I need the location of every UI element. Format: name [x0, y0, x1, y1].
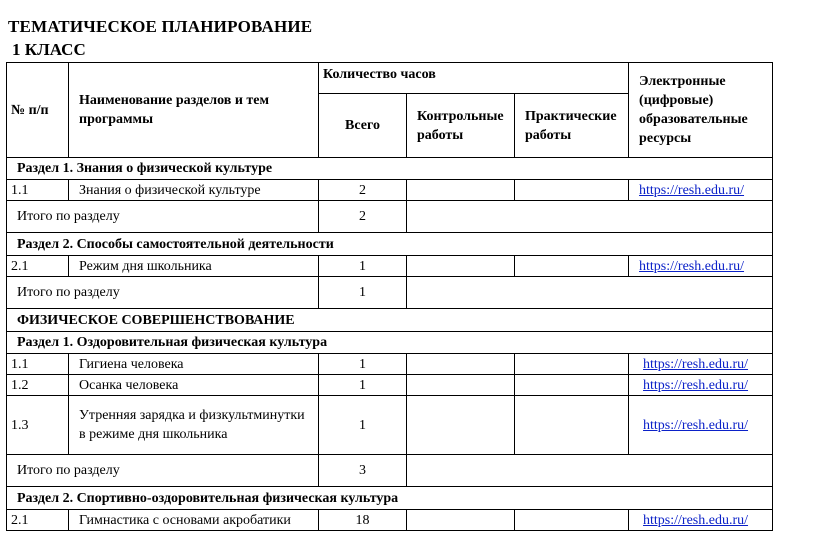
- header-name: Наименование разделов и тем программы: [69, 63, 319, 158]
- section-heading: Раздел 2. Спортивно-оздоровительная физическая культура: [7, 487, 773, 510]
- header-resources: Электронные (цифровые) образовательные ресурсы: [629, 63, 773, 158]
- header-total: Всего: [319, 94, 407, 158]
- resource-link[interactable]: https://resh.edu.ru/: [643, 417, 749, 433]
- row-number: 1.3: [7, 396, 69, 455]
- practical-cell: [515, 396, 629, 455]
- section-total-hours: 1: [319, 277, 407, 309]
- part-heading: ФИЗИЧЕСКОЕ СОВЕРШЕНСТВОВАНИЕ: [7, 309, 773, 332]
- section-total-label: Итого по разделу: [7, 455, 319, 487]
- section-heading: Раздел 2. Способы самостоятельной деятельности: [7, 233, 773, 256]
- row-number: 2.1: [7, 510, 69, 531]
- total-hours: 1: [319, 354, 407, 375]
- section-total-hours: 3: [319, 455, 407, 487]
- practical-cell: [515, 354, 629, 375]
- control-cell: [407, 510, 515, 531]
- empty-cell: [407, 277, 773, 309]
- header-practical: Практические работы: [515, 94, 629, 158]
- section-total-label: Итого по разделу: [7, 277, 319, 309]
- section-total-hours: 2: [319, 201, 407, 233]
- document-title: ТЕМАТИЧЕСКОЕ ПЛАНИРОВАНИЕ: [8, 17, 313, 36]
- control-cell: [407, 354, 515, 375]
- section-total-label: Итого по разделу: [7, 201, 319, 233]
- total-hours: 1: [319, 256, 407, 277]
- control-cell: [407, 375, 515, 396]
- resource-link[interactable]: https://resh.edu.ru/: [639, 182, 745, 198]
- total-hours: 1: [319, 375, 407, 396]
- resource-link[interactable]: https://resh.edu.ru/: [639, 258, 745, 274]
- header-hours: Количество часов: [319, 63, 629, 94]
- total-hours: 2: [319, 180, 407, 201]
- total-hours: 18: [319, 510, 407, 531]
- control-cell: [407, 180, 515, 201]
- practical-cell: [515, 375, 629, 396]
- section-heading: Раздел 1. Оздоровительная физическая культура: [7, 332, 773, 354]
- control-cell: [407, 256, 515, 277]
- practical-cell: [515, 256, 629, 277]
- total-hours: 1: [319, 396, 407, 455]
- practical-cell: [515, 510, 629, 531]
- resource-link[interactable]: https://resh.edu.ru/: [643, 356, 749, 372]
- topic-name: Знания о физической культуре: [69, 180, 319, 201]
- practical-cell: [515, 180, 629, 201]
- topic-name: Утренняя зарядка и физкультминутки в режиме дня школьника: [69, 396, 319, 455]
- empty-cell: [407, 455, 773, 487]
- control-cell: [407, 396, 515, 455]
- planning-table: [6, 62, 773, 531]
- section-heading: Раздел 1. Знания о физической культуре: [7, 158, 773, 180]
- row-number: 2.1: [7, 256, 69, 277]
- resource-link[interactable]: https://resh.edu.ru/: [643, 377, 749, 393]
- topic-name: Режим дня школьника: [69, 256, 319, 277]
- resource-link[interactable]: https://resh.edu.ru/: [643, 512, 749, 528]
- topic-name: Гимнастика с основами акробатики: [69, 510, 319, 531]
- row-number: 1.2: [7, 375, 69, 396]
- row-number: 1.1: [7, 180, 69, 201]
- empty-cell: [407, 201, 773, 233]
- class-heading: 1 КЛАСС: [12, 40, 86, 59]
- topic-name: Гигиена человека: [69, 354, 319, 375]
- header-control: Контрольные работы: [407, 94, 515, 158]
- row-number: 1.1: [7, 354, 69, 375]
- header-number: № п/п: [7, 63, 69, 158]
- topic-name: Осанка человека: [69, 375, 319, 396]
